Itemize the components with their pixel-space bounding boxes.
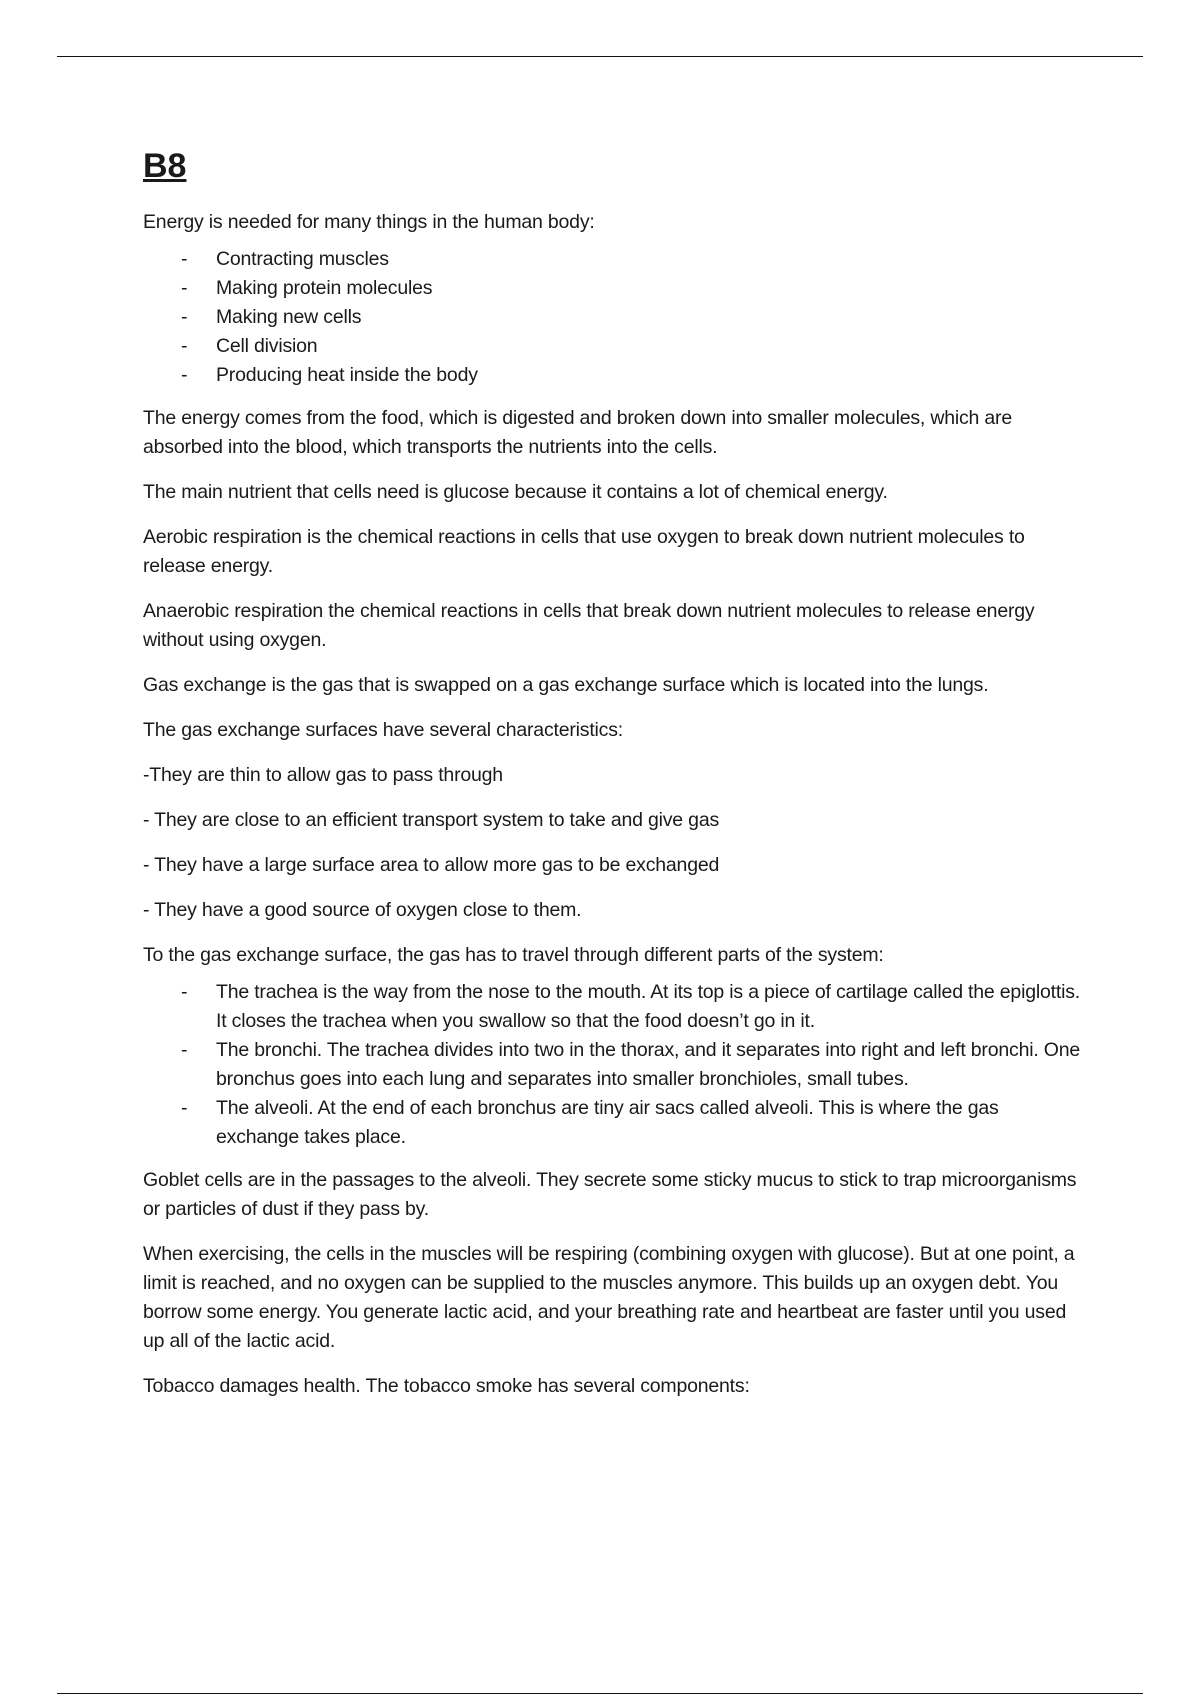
list-item: - Making new cells xyxy=(143,303,1083,332)
dash-bullet: - xyxy=(181,1097,188,1119)
characteristics-intro: The gas exchange surfaces have several characteristics: xyxy=(143,719,623,741)
intro-paragraph: Energy is needed for many things in the human body: xyxy=(143,211,595,233)
list-item: - The bronchi. The trachea divides into two in the thorax, and it separates into right and left bronchi. One bronchus goes into each lung and separates into smaller bronchioles, small tubes. xyxy=(143,1036,1083,1094)
exercise-paragraph: When exercising, the cells in the muscles will be respiring (combining oxygen with glucose). But at one point, a limit is reached, and no oxygen can be supplied to the muscles anymore. This builds up an oxygen debt. You borrow some energy. You generate lactic acid, and your breathing rate and heartbeat are faster until you used up all of the lactic acid. xyxy=(143,1243,1075,1352)
dash-bullet: - xyxy=(181,306,188,328)
energy-uses-list xyxy=(143,245,1083,390)
energy-source-paragraph: The energy comes from the food, which is digested and broken down into smaller molecules, which are absorbed into the blood, which transports the nutrients into the cells. xyxy=(143,407,1012,458)
goblet-cells-paragraph: Goblet cells are in the passages to the alveoli. They secrete some sticky mucus to stick to trap microorganisms or particles of dust if they pass by. xyxy=(143,1169,1077,1220)
dash-bullet: - xyxy=(181,981,188,1003)
dash-bullet: - xyxy=(181,1039,188,1061)
list-item: - Producing heat inside the body xyxy=(143,361,1083,390)
tobacco-paragraph: Tobacco damages health. The tobacco smoke has several components: xyxy=(143,1375,750,1397)
characteristic-oxygen-source: - They have a good source of oxygen close to them. xyxy=(143,899,582,921)
header-rule xyxy=(57,56,1143,57)
list-item: - The trachea is the way from the nose to the mouth. At its top is a piece of cartilage called the epiglottis. It closes the trachea when you swallow so that the food doesn’t go in it. xyxy=(143,978,1083,1036)
list-item: - Cell division xyxy=(143,332,1083,361)
page-heading: B8 xyxy=(143,147,187,185)
system-parts-list xyxy=(143,978,1083,1152)
anaerobic-paragraph: Anaerobic respiration the chemical reactions in cells that break down nutrient molecules to release energy without using oxygen. xyxy=(143,600,1035,651)
list-item: - The alveoli. At the end of each bronchus are tiny air sacs called alveoli. This is where the gas exchange takes place. xyxy=(143,1094,1083,1152)
dash-bullet: - xyxy=(181,364,188,386)
list-item: - Making protein molecules xyxy=(143,274,1083,303)
list-item: - Contracting muscles xyxy=(143,245,1083,274)
dash-bullet: - xyxy=(181,248,188,270)
dash-bullet: - xyxy=(181,277,188,299)
characteristic-transport: - They are close to an efficient transport system to take and give gas xyxy=(143,809,720,831)
document-body xyxy=(143,146,1083,1417)
footer-rule xyxy=(57,1693,1143,1694)
gas-exchange-paragraph: Gas exchange is the gas that is swapped on a gas exchange surface which is located into the lungs. xyxy=(143,674,989,696)
aerobic-paragraph: Aerobic respiration is the chemical reactions in cells that use oxygen to break down nutrient molecules to release energy. xyxy=(143,526,1025,577)
glucose-paragraph: The main nutrient that cells need is glucose because it contains a lot of chemical energy. xyxy=(143,481,888,503)
characteristic-thin: -They are thin to allow gas to pass through xyxy=(143,764,503,786)
system-intro: To the gas exchange surface, the gas has to travel through different parts of the system: xyxy=(143,944,884,966)
dash-bullet: - xyxy=(181,335,188,357)
characteristic-surface-area: - They have a large surface area to allow more gas to be exchanged xyxy=(143,854,720,876)
